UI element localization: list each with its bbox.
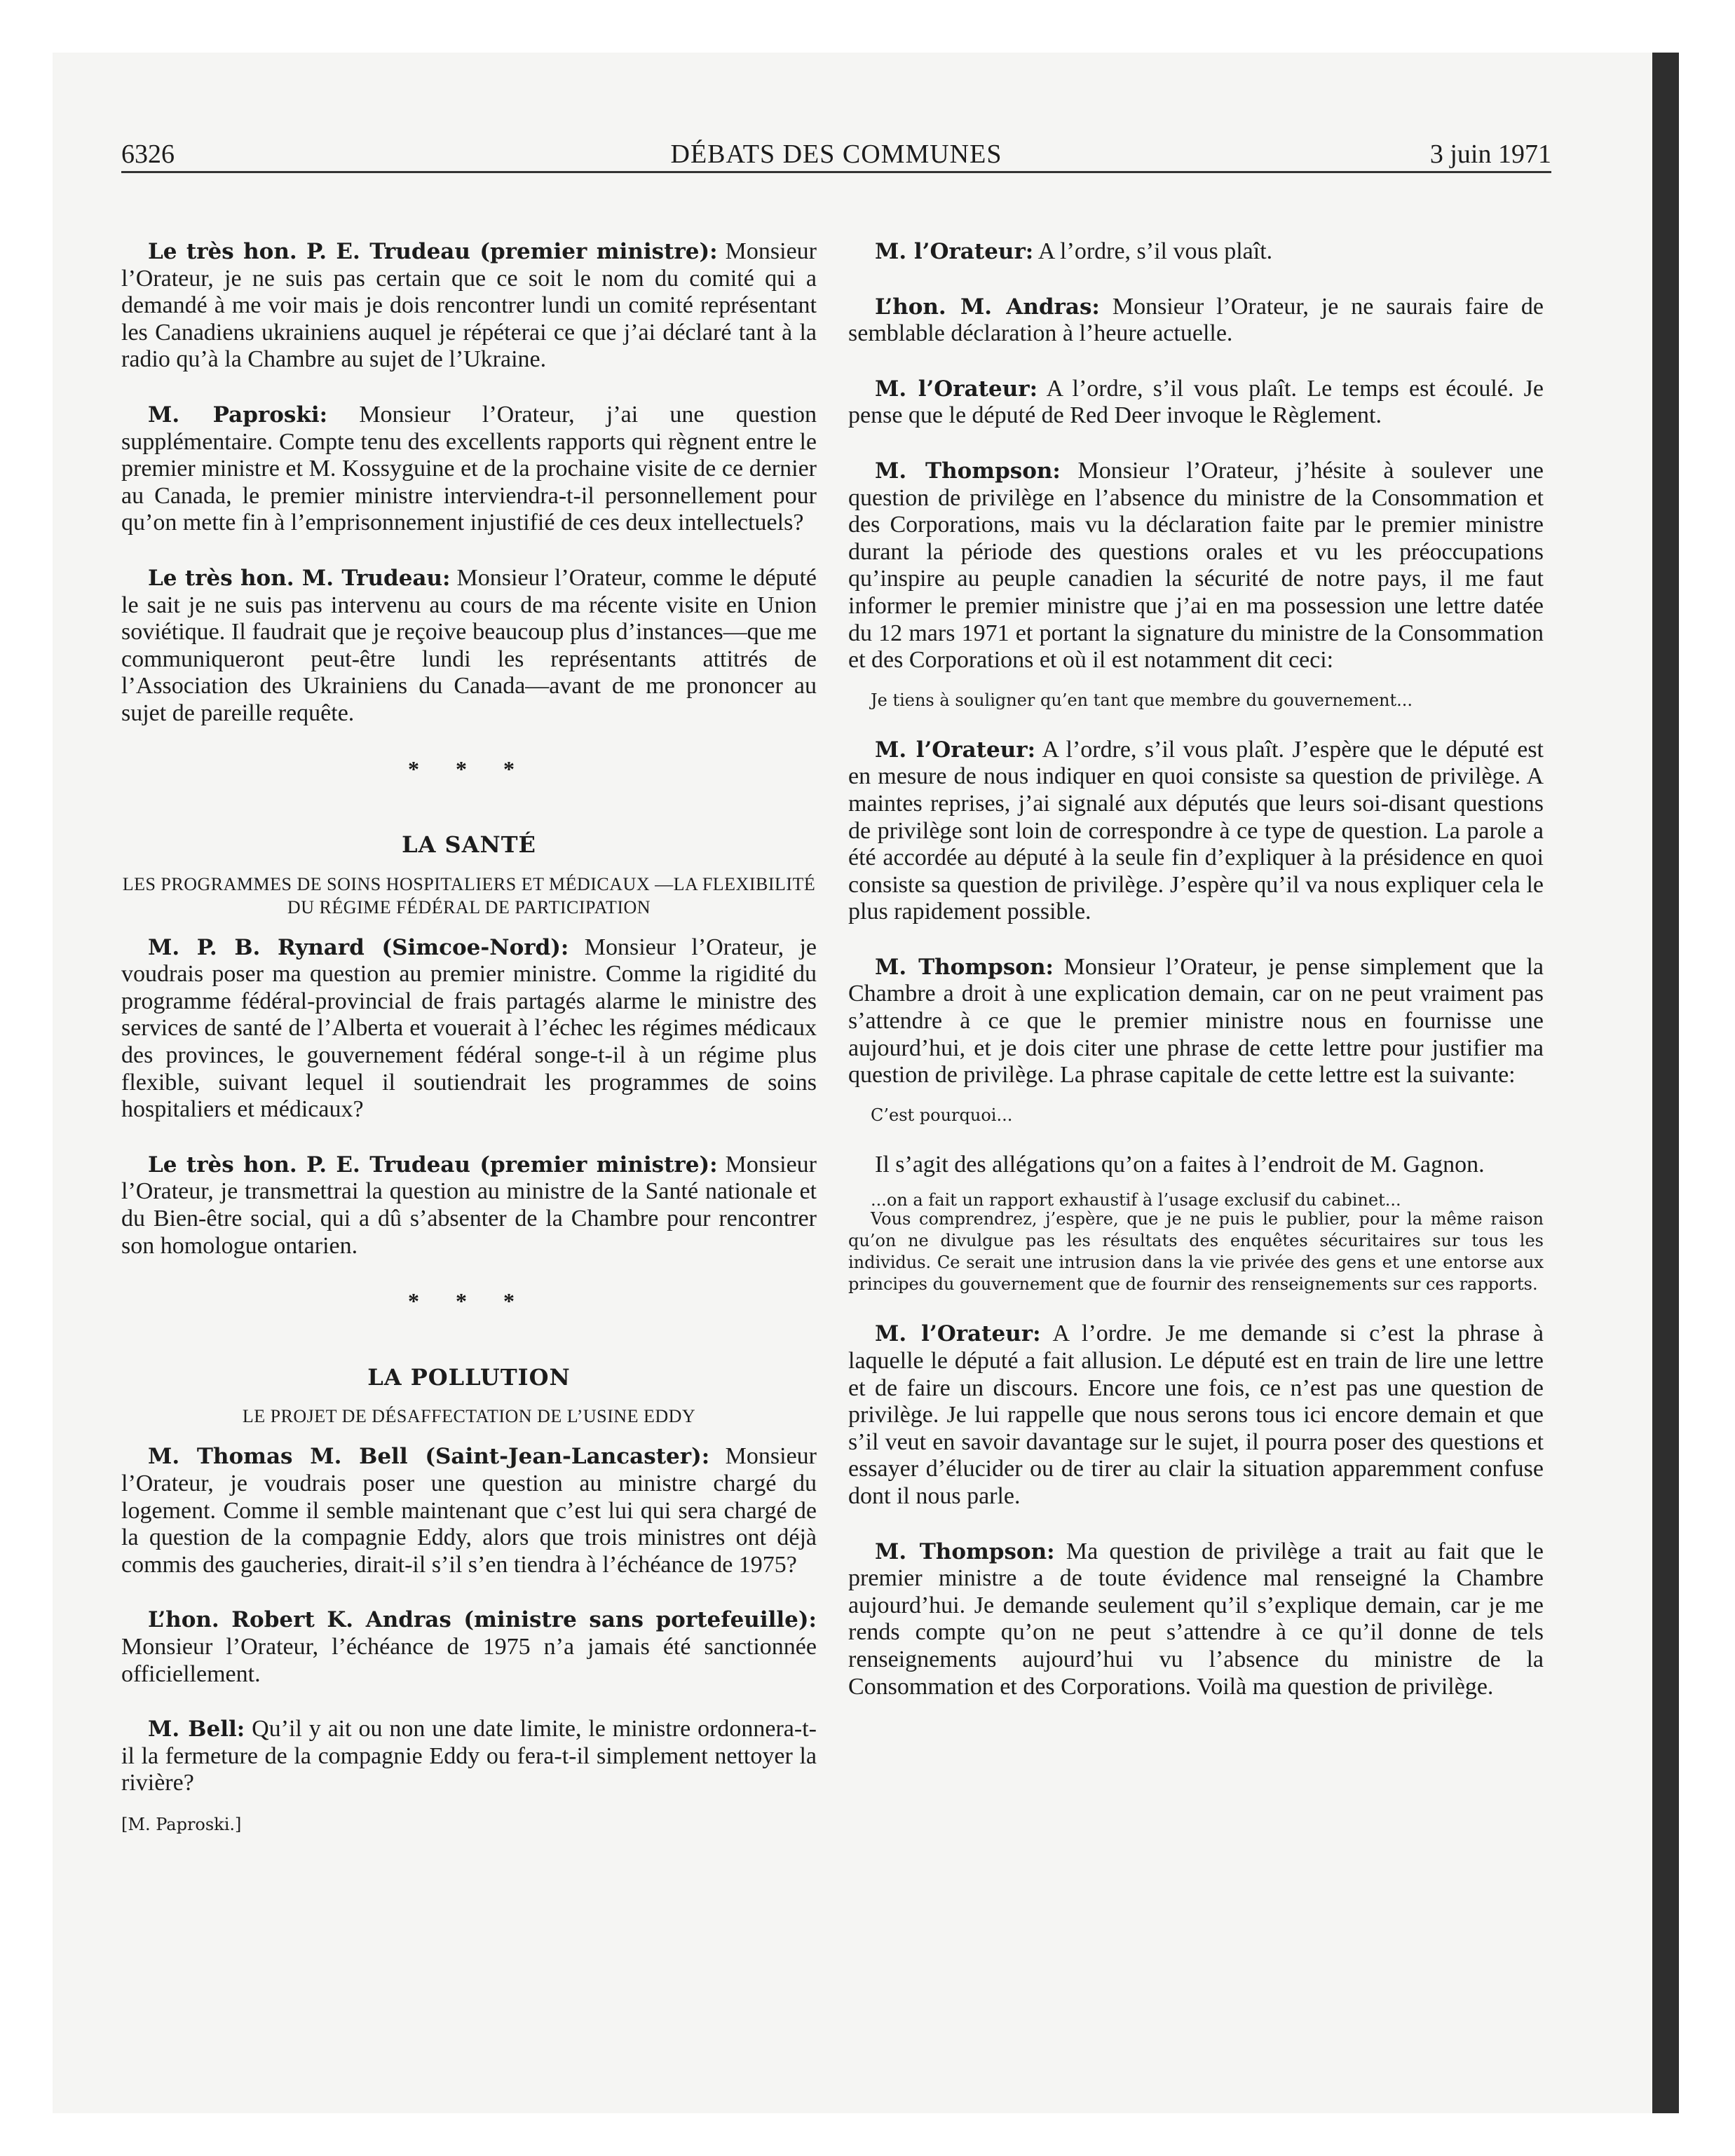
quoted-letter: Je tiens à souligner qu’en tant que membre du gouvernement...: [871, 690, 1413, 710]
section-subheading: LE PROJET DE DÉSAFFECTATION DE L’USINE EDDY: [242, 1406, 696, 1427]
speaker: M. l’Orateur:: [875, 376, 1038, 402]
speech: Ma question de privilège a trait au fait que le premier ministre a de toute évidence mal renseigné la Chambre aujourd’hui. Je demande seulement qu’il s’explique demain, car je me rends compte qu’on ne peut s’attendre à ce qu’il donne de tels renseignements aujourd’hui vu l’absence du ministre de la Consommation et des Corporations. Voilà ma question de privilège.: [848, 1538, 1544, 1700]
speaker: M. l’Orateur:: [875, 239, 1034, 264]
speaker: M. Thompson:: [875, 1538, 1055, 1564]
section-heading: LA SANTÉ: [402, 831, 536, 859]
scan-edge-shadow: [1652, 53, 1679, 2113]
speech: A l’ordre, s’il vous plaît. Le temps est écoulé. Je pense que le député de Red Deer invoque le Règlement.: [848, 375, 1544, 429]
speaker: Le très hon. P. E. Trudeau (premier ministre):: [148, 1152, 718, 1178]
paragraph: [121, 1716, 817, 1797]
paragraph: [848, 458, 1544, 674]
paragraph: [848, 294, 1544, 348]
paragraph: [121, 1606, 817, 1688]
page-number: 6326: [121, 139, 175, 169]
speech: A l’ordre. Je me demande si c’est la phrase à laquelle le député a fait allusion. Le député est en train de lire une lettre et de faire un discours. Encore une fois, ce n’est pas une question de privilège. Je lui rappelle que nous serons tous ici encore demain et que s’il veut en savoir davantage sur le sujet, il pourra poser des questions et essayer d’élucider ou de tirer au clair la situation apparemment confuse dont il nous parle.: [848, 1321, 1544, 1509]
speaker: L’hon. Robert K. Andras (ministre sans portefeuille):: [148, 1607, 817, 1633]
speech: Monsieur l’Orateur, comme le député le sait je ne suis pas intervenu au cours de ma récente visite en Union soviétique. Il faudrait que je reçoive beaucoup plus d’instances—que me communiqueront peut-être lundi les représentants attitrés de l’Association des Ukrainiens du Canada—avant de me prononcer au sujet de pareille requête.: [121, 564, 817, 726]
quoted-letter: Vous comprendrez, j’espère, que je ne puis le publier, pour la même raison qu’on ne divulgue pas les résultats des enquêtes sécuritaires sur tous les individus. Ce serait une intrusion dans la vie privée des gens et une entorse aux principes du gouvernement que de fournir des renseignements sur ces rapports.: [848, 1209, 1544, 1295]
speech: A l’ordre, s’il vous plaît.: [1033, 238, 1273, 264]
paragraph: [848, 737, 1544, 926]
section-heading: LA POLLUTION: [367, 1363, 571, 1391]
paragraph: [848, 376, 1544, 430]
section-separator: * * *: [408, 756, 530, 782]
speaker: L’hon. M. Andras:: [875, 294, 1100, 320]
left-column: [121, 238, 817, 1838]
paragraph: [121, 934, 817, 1124]
paragraph: [121, 238, 817, 374]
page-header: [121, 137, 1551, 173]
speech: A l’ordre, s’il vous plaît. J’espère que le député est en mesure de nous indiquer en quoi consiste sa question de privilège. A maintes reprises, j’ai signalé aux députés que leurs soi-disant questions de privilège sont loin de correspondre à ce type de question. La parole a été accordée au député à la seule fin d’expliquer à la présidence en quoi consiste sa question de privilège. J’espère qu’il va nous expliquer cela le plus rapidement possible.: [848, 736, 1544, 925]
section-subheading: LES PROGRAMMES DE SOINS HOSPITALIERS ET MÉDICAUX —LA FLEXIBILITÉ DU RÉGIME FÉDÉRAL DE PARTICIPATION: [122, 873, 816, 917]
speaker-footnote: [M. Paproski.]: [121, 1814, 242, 1834]
paragraph: [121, 402, 817, 537]
speech: Monsieur l’Orateur, je ne suis pas certain que ce soit le nom du comité qui a demandé à me voir mais je dois rencontrer lundi un comité représentant les Canadiens ukrainiens auquel je répéterai ce que j’ai déclaré tant à la radio qu’à la Chambre au sujet de l’Ukraine.: [121, 238, 817, 373]
paragraph: [848, 1321, 1544, 1510]
speech: Monsieur l’Orateur, je ne saurais faire de semblable déclaration à l’heure actuelle.: [848, 293, 1544, 347]
speaker: M. l’Orateur:: [875, 1321, 1041, 1347]
speaker: M. Thomas M. Bell (Saint-Jean-Lancaster):: [148, 1444, 710, 1470]
speaker: M. Paproski:: [148, 402, 328, 428]
quoted-letter: ...on a fait un rapport exhaustif à l’usage exclusif du cabinet...: [871, 1190, 1401, 1210]
speaker: Le très hon. M. Trudeau:: [148, 565, 451, 591]
speech: Monsieur l’Orateur, je transmettrai la question au ministre de la Santé nationale et du Bien-être social, qui a dû s’absenter de la Chambre pour rencontrer son homologue ontarien.: [121, 1151, 817, 1259]
speaker: M. P. B. Rynard (Simcoe-Nord):: [148, 934, 569, 960]
paragraph: Il s’agit des allégations qu’on a faites à l’endroit de M. Gagnon.: [875, 1151, 1485, 1178]
speech: Qu’il y ait ou non une date limite, le ministre ordonnera-t-il la fermeture de la compagnie Eddy ou fera-t-il simplement nettoyer la rivière?: [121, 1716, 817, 1796]
paragraph: [121, 1443, 817, 1578]
speaker: M. Thompson:: [875, 954, 1054, 980]
speech: Monsieur l’Orateur, j’ai une question supplémentaire. Compte tenu des excellents rapports qui règnent entre le premier ministre et M. Kossyguine et de la prochaine visite de ce dernier au Canada, le premier ministre interviendra-t-il personnellement pour qu’on mette fin à l’emprisonnement injustifié de ces deux intellectuels?: [121, 401, 817, 536]
paragraph: [121, 565, 817, 728]
quoted-letter: C’est pourquoi...: [871, 1105, 1013, 1125]
speaker: Le très hon. P. E. Trudeau (premier ministre):: [148, 239, 718, 264]
publication-title: DÉBATS DES COMMUNES: [670, 139, 1002, 169]
speaker: M. l’Orateur:: [875, 737, 1036, 763]
paragraph: [121, 1152, 817, 1260]
speech: Monsieur l’Orateur, je voudrais poser ma question au premier ministre. Comme la rigidité du programme fédéral-provincial de frais partagés alarme le ministre des services de santé de l’Alberta et vouerait à l’échec les régimes médicaux des provinces, le gouvernement fédéral songe-t-il à un régime plus flexible, suivant lequel il soutiendrait les programmes de soins hospitaliers et médicaux?: [121, 934, 817, 1123]
paragraph: [848, 1538, 1544, 1701]
section-separator: * * *: [408, 1288, 530, 1314]
paragraph: [848, 238, 1544, 266]
paragraph: [848, 954, 1544, 1089]
page-date: 3 juin 1971: [1429, 139, 1551, 169]
speech: Monsieur l’Orateur, j’hésite à soulever une question de privilège en l’absence du ministre de la Consommation et des Corporations, mais vu la déclaration faite par le premier ministre durant la période des questions orales et vu les préoccupations qu’inspire au peuple canadien la sécurité de notre pays, il me faut informer le premier ministre que j’ai en ma possession une lettre datée du 12 mars 1971 et portant la signature du ministre de la Consommation et des Corporations et où il est notamment dit ceci:: [848, 457, 1544, 674]
speech: Monsieur l’Orateur, l’échéance de 1975 n’a jamais été sanctionnée officiellement.: [121, 1633, 817, 1687]
speaker: M. Bell:: [148, 1717, 245, 1742]
speech: Monsieur l’Orateur, je voudrais poser une question au ministre chargé du logement. Comme il semble maintenant que c’est lui qui sera chargé de la question de la compagnie Eddy, alors que trois ministres ont déjà commis des gaucheries, dirait-il s’il s’en tiendra à l’échéance de 1975?: [121, 1443, 817, 1578]
speech: Monsieur l’Orateur, je pense simplement que la Chambre a droit à une explication demain, car on ne peut vraiment pas s’attendre à ce que le premier ministre nous en fournisse une aujourd’hui, et je dois citer une phrase de cette lettre pour justifier ma question de privilège. La phrase capitale de cette lettre est la suivante:: [848, 953, 1544, 1089]
right-column: [848, 238, 1544, 1728]
speaker: M. Thompson:: [875, 458, 1061, 484]
